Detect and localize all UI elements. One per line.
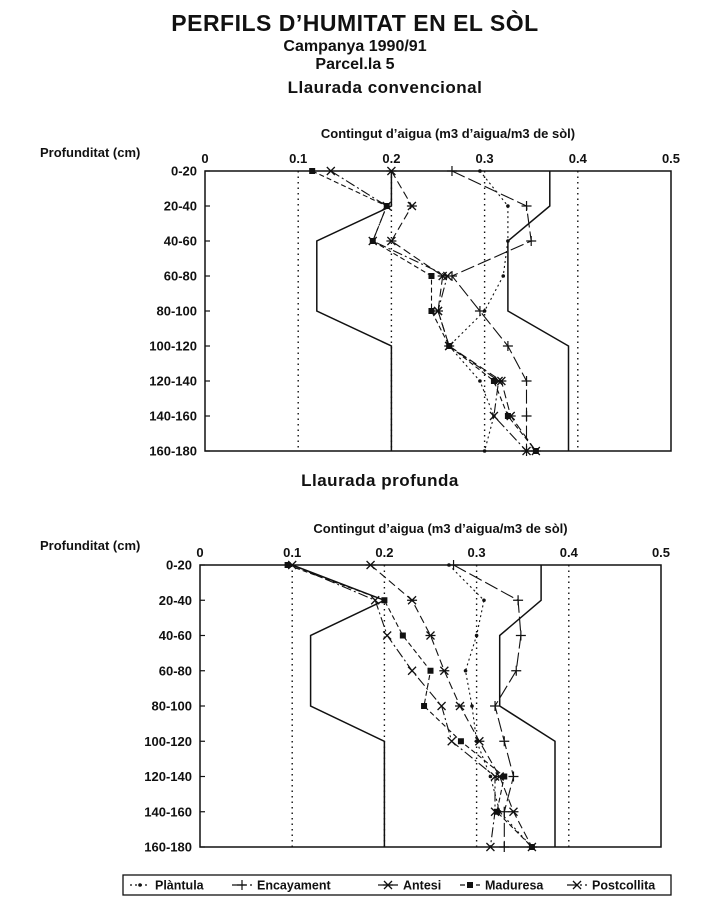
- y-tick-label: 120-140: [149, 373, 197, 389]
- legend-item-encayament: [232, 879, 331, 893]
- data-point: [458, 738, 464, 744]
- x-axis-label: Contingut d’aigua (m3 d’aigua/m3 de sòl): [313, 521, 568, 536]
- data-point: [428, 668, 434, 674]
- x-tick-label: 0.3: [467, 545, 486, 560]
- x-tick-label: 0.4: [568, 151, 587, 166]
- x-tick-label: 0.1: [283, 545, 302, 560]
- y-tick-label: 40-60: [163, 233, 197, 249]
- series-encayament: [447, 166, 536, 456]
- series-postcollita: [288, 561, 499, 851]
- data-point: [505, 413, 511, 419]
- series-line: [391, 171, 536, 451]
- data-point: [407, 596, 417, 604]
- data-point: [516, 631, 526, 641]
- data-point: [455, 702, 465, 710]
- data-point: [421, 703, 427, 709]
- data-point: [529, 844, 535, 850]
- x-tick-label: 0.5: [661, 151, 681, 166]
- data-point: [478, 379, 482, 383]
- legend-marker: [237, 880, 247, 890]
- data-point: [381, 597, 387, 603]
- data-point: [508, 772, 518, 782]
- data-point: [447, 166, 457, 176]
- data-point: [533, 448, 539, 454]
- envelope-upper-line: [508, 171, 569, 451]
- y-tick-label: 20-40: [158, 592, 192, 608]
- data-point: [501, 274, 505, 278]
- data-point: [400, 633, 406, 639]
- data-point: [522, 376, 532, 386]
- legend: [123, 875, 671, 895]
- legend-item-maduresa: [460, 879, 544, 893]
- data-point: [478, 169, 482, 173]
- data-point: [448, 737, 456, 745]
- data-point: [438, 702, 446, 710]
- x-tick-label: 0: [201, 151, 209, 166]
- series-maduresa: [309, 168, 539, 454]
- y-tick-label: 40-60: [158, 628, 192, 643]
- legend-label: Maduresa: [485, 878, 544, 893]
- data-point: [508, 808, 518, 816]
- x-tick-label: 0.4: [559, 545, 578, 560]
- chart-2-title: Llaurada profunda: [301, 471, 459, 490]
- legend-item-antesi: [378, 879, 441, 893]
- legend-marker: [383, 881, 393, 889]
- x-tick-label: 0.2: [382, 151, 401, 166]
- data-point: [499, 842, 509, 852]
- data-point: [426, 632, 436, 640]
- data-point: [474, 737, 484, 745]
- y-tick-label: 0-20: [165, 557, 192, 573]
- data-point: [464, 669, 468, 673]
- legend-label: Plàntula: [155, 878, 204, 893]
- series-antesi: [366, 561, 537, 851]
- y-tick-label: 80-100: [151, 698, 192, 714]
- series-line: [371, 565, 532, 847]
- plot-subtitle: Parcel.la 5: [315, 56, 395, 73]
- data-point: [428, 308, 434, 314]
- data-point: [522, 201, 532, 211]
- data-point: [309, 168, 315, 174]
- data-point: [383, 632, 391, 640]
- x-axis-label: Contingut d’aigua (m3 d’aigua/m3 de sòl): [320, 126, 576, 141]
- data-point: [470, 704, 474, 708]
- y-tick-label: 60-80: [158, 663, 192, 679]
- campaign-subtitle: Campanya 1990/91: [283, 38, 427, 55]
- legend-label: Antesi: [403, 878, 442, 893]
- data-point: [499, 736, 509, 746]
- x-tick-label: 0: [196, 545, 204, 560]
- page-title: PERFILS D’HUMITAT EN EL SÒL: [171, 10, 539, 36]
- envelope-lower-line: [317, 171, 392, 451]
- legend-label: Postcollita: [592, 878, 656, 893]
- x-tick-label: 0.5: [651, 545, 671, 560]
- data-point: [511, 666, 521, 676]
- data-point: [506, 204, 510, 208]
- x-tick-label: 0.2: [375, 545, 394, 560]
- data-point: [501, 774, 507, 780]
- series-line: [312, 171, 536, 451]
- data-point: [483, 449, 487, 453]
- legend-item-postcollita: [567, 879, 656, 893]
- chart-1: [40, 126, 680, 459]
- y-tick-label: 60-80: [163, 268, 197, 284]
- envelope-lower-line: [292, 565, 384, 847]
- y-axis-label: Profunditat (cm): [40, 145, 141, 160]
- data-point: [428, 273, 434, 279]
- data-point: [366, 561, 376, 569]
- legend-marker: [138, 883, 142, 887]
- y-tick-label: 140-160: [144, 804, 192, 820]
- plot-frame: [200, 565, 661, 847]
- series-antesi: [386, 167, 540, 455]
- y-axis-label: Profunditat (cm): [40, 538, 141, 553]
- data-point: [482, 598, 486, 602]
- x-tick-label: 0.3: [475, 151, 494, 166]
- data-point: [506, 239, 510, 243]
- data-point: [513, 595, 523, 605]
- y-tick-label: 120-140: [144, 769, 192, 784]
- data-point: [489, 775, 493, 779]
- chart-1-title: Llaurada convencional: [287, 78, 483, 97]
- legend-item-plàntula: [130, 879, 205, 893]
- data-point: [526, 236, 536, 246]
- y-tick-label: 20-40: [163, 198, 197, 214]
- y-tick-label: 160-180: [144, 839, 192, 855]
- data-point: [407, 202, 417, 210]
- y-tick-label: 140-160: [149, 408, 197, 424]
- data-point: [475, 634, 479, 638]
- y-tick-label: 0-20: [170, 163, 197, 179]
- data-point: [490, 701, 500, 711]
- x-tick-label: 0.1: [289, 151, 308, 166]
- legend-label: Encayament: [257, 878, 331, 893]
- y-tick-label: 160-180: [149, 443, 197, 459]
- data-point: [439, 667, 449, 675]
- y-tick-label: 100-120: [149, 338, 197, 354]
- y-tick-label: 100-120: [144, 733, 192, 749]
- data-point: [408, 667, 416, 675]
- envelope-upper-line: [500, 565, 555, 847]
- legend-marker: [467, 882, 473, 888]
- chart-2: [40, 471, 670, 855]
- y-tick-label: 80-100: [156, 303, 197, 319]
- data-point: [449, 560, 459, 570]
- data-point: [522, 411, 532, 421]
